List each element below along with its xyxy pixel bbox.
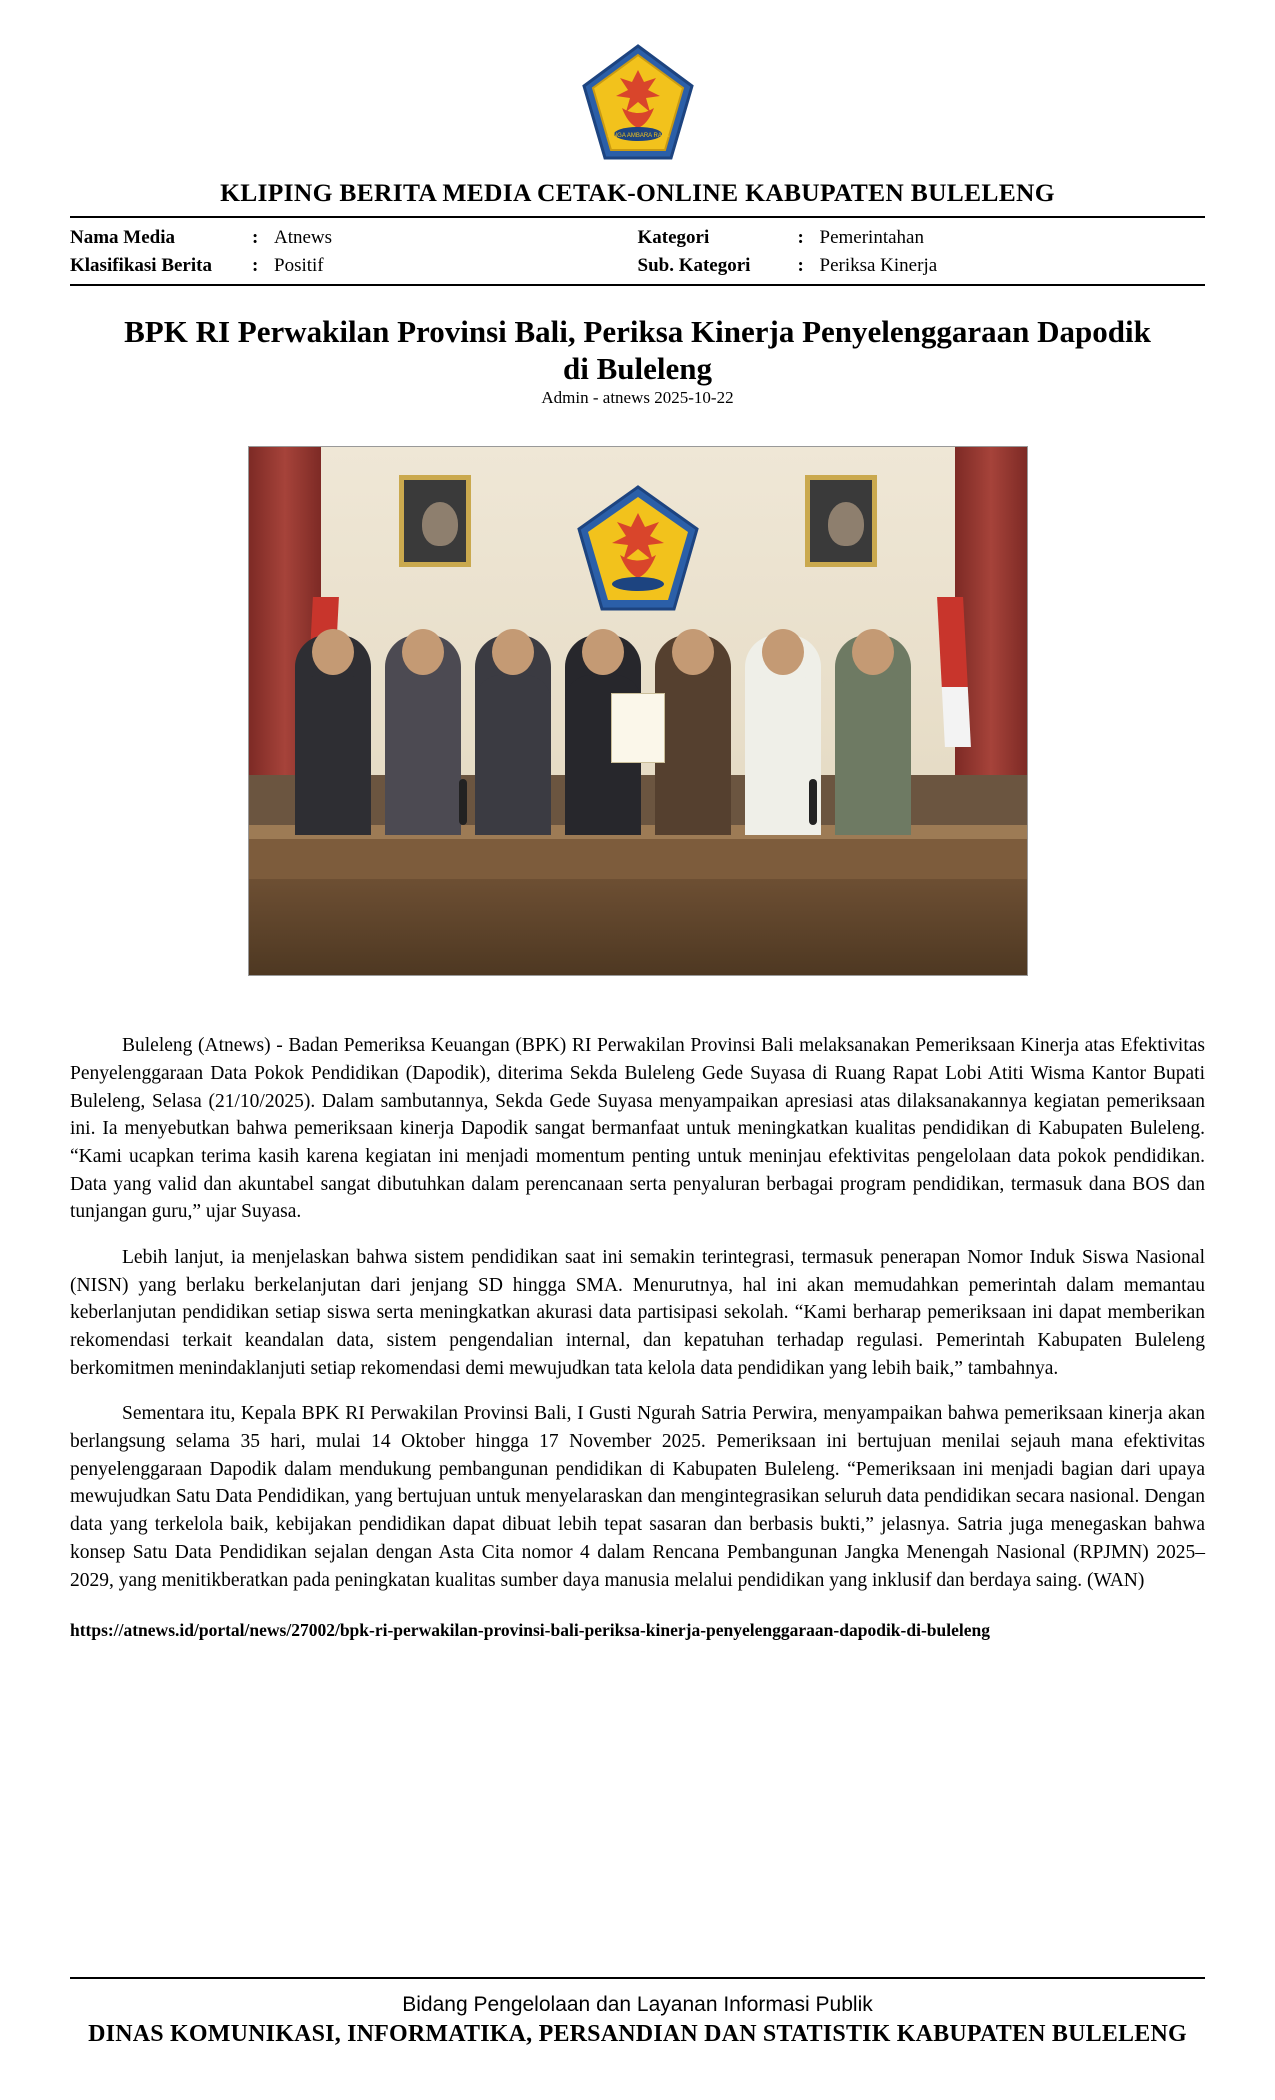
- meta-value-nama-media: Atnews: [274, 227, 333, 248]
- article-headline: BPK RI Perwakilan Provinsi Bali, Periksa Kinerja Penyelenggaraan Dapodik di Buleleng: [124, 314, 1151, 386]
- divider-bottom: [70, 284, 1205, 286]
- article-photo: [248, 446, 1028, 976]
- photo-person-head: [312, 629, 354, 675]
- meta-colon-klasifikasi-berita: :: [252, 255, 259, 276]
- page-footer: [0, 1977, 1275, 2048]
- meta-label-nama-media: Nama Media: [70, 227, 176, 248]
- footer-divider: [70, 1977, 1205, 1979]
- header-logo-container: [70, 42, 1205, 172]
- meta-column-left: [70, 224, 638, 280]
- photo-microphone-right: [809, 779, 817, 825]
- photo-person-body: [655, 675, 731, 835]
- source-url-link[interactable]: https://atnews.id/portal/news/27002/bpk-ri-perwakilan-provinsi-bali-periksa-kinerja-penyelenggaraan-dapodik-di-buleleng: [70, 1620, 990, 1641]
- meta-row-kategori: [638, 224, 1206, 252]
- photo-document: [611, 693, 665, 763]
- photo-person-5: [655, 635, 731, 835]
- footer-department-name: DINAS KOMUNIKASI, INFORMATIKA, PERSANDIAN DAN STATISTIK KABUPATEN BULELENG: [88, 2021, 1187, 2047]
- photo-portrait-right: [805, 475, 877, 567]
- meta-label-kategori: Kategori: [637, 227, 710, 248]
- meta-column-right: [638, 224, 1206, 280]
- photo-person-body: [295, 675, 371, 835]
- article-paragraph-2: Lebih lanjut, ia menjelaskan bahwa sistem pendidikan saat ini semakin terintegrasi, termasuk penerapan Nomor Induk Siswa Nasional (NISN) yang berlaku berkelanjutan dari jenjang SD hingga SMA. Menurutnya, hal ini akan memudahkan pemerintah dalam memantau keberlanjutan pendidikan setiap siswa serta meningkatkan akurasi data partisipasi sekolah. “Kami berharap pemeriksaan ini dapat memberikan rekomendasi terkait keandalan data, sistem pengendalian internal, dan kepatuhan terhadap regulasi. Pemerintah Kabupaten Buleleng berkomitmen menindaklanjuti setiap rekomendasi demi mewujudkan tata kelola data pendidikan yang lebih baik,” tambahnya.: [70, 1246, 1205, 1379]
- meta-row-klasifikasi-berita: [70, 252, 638, 280]
- photo-emblem-icon: [573, 483, 703, 621]
- meta-label-sub-kategori: Sub. Kategori: [637, 255, 751, 276]
- page-title: KLIPING BERITA MEDIA CETAK-ONLINE KABUPATEN BULELENG: [220, 178, 1055, 207]
- photo-person-1: [295, 635, 371, 835]
- photo-person-3: [475, 635, 551, 835]
- meta-table: [70, 218, 1205, 284]
- meta-row-sub-kategori: [638, 252, 1206, 280]
- meta-label-klasifikasi-berita: Klasifikasi Berita: [70, 255, 212, 276]
- meta-colon-sub-kategori: :: [797, 255, 804, 276]
- photo-microphone-left: [459, 779, 467, 825]
- photo-person-head: [402, 629, 444, 675]
- photo-person-head: [672, 629, 714, 675]
- photo-person-head: [852, 629, 894, 675]
- photo-person-head: [492, 629, 534, 675]
- photo-person-body: [475, 675, 551, 835]
- article-photo-container: [70, 446, 1205, 976]
- svg-text:SINGA AMBARA RAJA: SINGA AMBARA RAJA: [606, 133, 669, 139]
- photo-person-head: [582, 629, 624, 675]
- meta-row-nama-media: [70, 224, 638, 252]
- photo-person-body: [835, 675, 911, 835]
- meta-value-klasifikasi-berita: Positif: [274, 255, 324, 276]
- article-paragraph-1: Buleleng (Atnews) - Badan Pemeriksa Keuangan (BPK) RI Perwakilan Provinsi Bali melaksanakan Pemeriksaan Kinerja atas Efektivitas Penyelenggaraan Data Pokok Pendidikan (Dapodik), diterima Sekda Buleleng Gede Suyasa di Ruang Rapat Lobi Atiti Wisma Kantor Bupati Buleleng, Selasa (21/10/2025). Dalam sambutannya, Sekda Gede Suyasa menyampaikan apresiasi atas dilaksanakannya kegiatan pemeriksaan ini. Ia menyebutkan bahwa pemeriksaan kinerja Dapodik sangat bermanfaat untuk meningkatkan kualitas pendidikan di Kabupaten Buleleng. “Kami ucapkan terima kasih karena kegiatan ini menjadi momentum penting untuk meninjau efektivitas pengelolaan data pokok pendidikan. Data yang valid dan akuntabel sangat dibutuhkan dalam perencanaan serta penyaluran berbagai program pendidikan, termasuk dana BOS dan tunjangan guru,” ujar Suyasa.: [70, 1035, 1205, 1223]
- buleleng-regency-emblem-icon: [578, 42, 698, 170]
- photo-portrait-left: [399, 475, 471, 567]
- meta-value-sub-kategori: Periksa Kinerja: [819, 255, 938, 276]
- article-paragraph-3: Sementara itu, Kepala BPK RI Perwakilan Provinsi Bali, I Gusti Ngurah Satria Perwira, menyampaikan bahwa pemeriksaan kinerja akan berlangsung selama 35 hari, mulai 14 Oktober hingga 17 November 2025. Pemeriksaan ini bertujuan menilai sejauh mana efektivitas penyelenggaraan Dapodik dalam mendukung pembangunan pendidikan di Kabupaten Buleleng. “Pemeriksaan ini menjadi bagian dari upaya mewujudkan Satu Data Pendidikan, yang bertujuan untuk menyelaraskan dan mengintegrasikan seluruh data pendidikan secara nasional. Dengan data yang terkelola baik, kebijakan pendidikan dapat dibuat lebih tepat sasaran dan berbasis bukti,” jelasnya. Satria juga menegaskan bahwa konsep Satu Data Pendidikan sejalan dengan Asta Cita nomor 4 dalam Rencana Pembangunan Jangka Menengah Nasional (RPJMN) 2025–2029, yang menitikberatkan pada peningkatan kualitas sumber daya manusia melalui pendidikan yang inklusif dan berdaya saing. (WAN): [70, 1403, 1205, 1591]
- article-body: [70, 1032, 1205, 1641]
- meta-colon-kategori: :: [797, 227, 804, 248]
- meta-value-kategori: Pemerintahan: [819, 227, 924, 248]
- photo-person-2: [385, 635, 461, 835]
- photo-person-7: [835, 635, 911, 835]
- meta-colon-nama-media: :: [252, 227, 259, 248]
- article-byline: Admin - atnews 2025-10-22: [541, 388, 734, 408]
- photo-person-head: [762, 629, 804, 675]
- footer-department-division: Bidang Pengelolaan dan Layanan Informasi Publik: [402, 1993, 873, 2016]
- photo-table-front: [249, 879, 1027, 975]
- photo-person-body: [385, 675, 461, 835]
